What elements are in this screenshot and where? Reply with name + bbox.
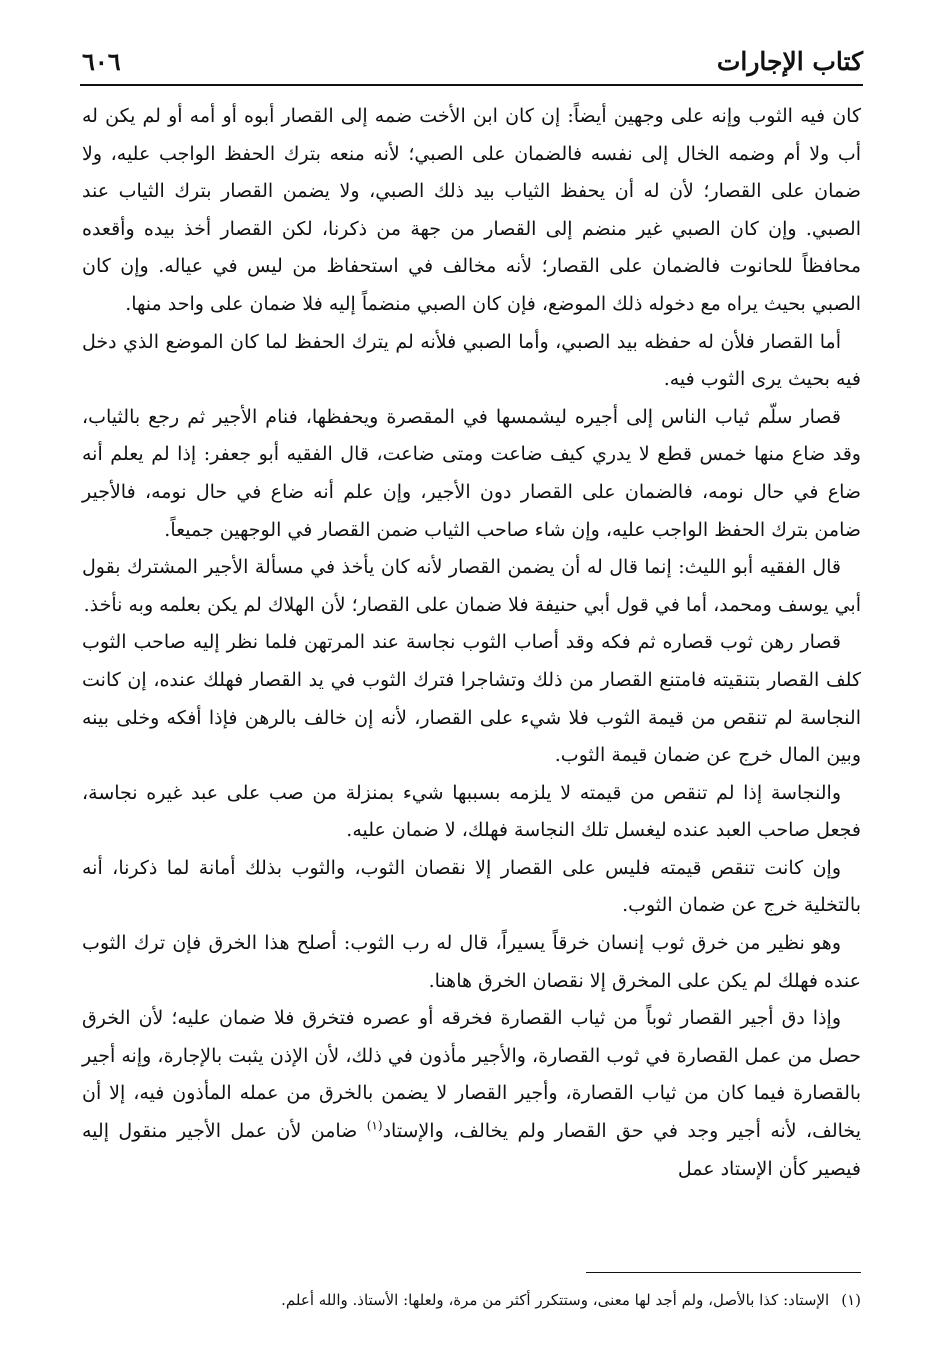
paragraph: أما القصار فلأن له حفظه بيد الصبي، وأما الصبي فلأنه لم يترك الحفظ لما كان الموضع الذي دخل فيه بحيث يرى الثوب فيه. xyxy=(82,330,861,391)
paragraph xyxy=(82,1000,861,1188)
paragraph-text: ضامن لأن عمل الأجير منقول إليه فيصير كأن الإستاد عمل xyxy=(82,1120,861,1180)
footnote-number: (١) xyxy=(841,1291,861,1309)
paragraph-text: وإذا دق أجير القصار ثوباً من ثياب القصارة فخرقه أو عصره فتخرق فلا ضمان عليه؛ لأن الخرق حصل من عمل القصارة في ثوب القصارة، والأجير مأذون في ذلك، لأن الإذن يثبت بالإجارة، وإنه أجير بالقصارة فيما كان من ثياب القصارة، وأجير القصار لا يضمن بالخرق من عمله المأذون فيه، إلا أن يخالف، لأنه أجير وجد في حق القصار ولم يخالف، والإستاد xyxy=(82,1007,861,1143)
paragraph: قصار رهن ثوب قصاره ثم فكه وقد أصاب الثوب نجاسة عند المرتهن فلما نظر إليه صاحب الثوب كلف القصار بتنقيته فامتنع القصار من ذلك وتشاجرا فترك الثوب في يد القصار فهلك عنده، إن كانت النجاسة لم تنقص من قيمة الثوب فلا شيء على القصار، لأنه إن خالف بالرهن فإذا أفكه وخلى بينه وبين المال خرج عن ضمان قيمة الثوب. xyxy=(82,631,861,767)
main-text xyxy=(82,98,861,1258)
footnote-reference: (١) xyxy=(366,1118,383,1133)
footnote-text: الإستاد: كذا بالأصل، ولم أجد لها معنى، وستتكرر أكثر من مرة، ولعلها: الأستاذ. والله أعلم. xyxy=(281,1291,830,1309)
paragraph: وإن كانت تنقص قيمته فليس على القصار إلا نقصان الثوب، والثوب بذلك أمانة لما ذكرنا، أنه بالتخلية خرج عن ضمان الثوب. xyxy=(82,856,861,917)
running-title: كتاب الإجارات xyxy=(716,47,863,76)
paragraph: وهو نظير من خرق ثوب إنسان خرقاً يسيراً، قال له رب الثوب: أصلح هذا الخرق فإن ترك الثوب عنده فهلك لم يكن على المخرق إلا نقصان الخرق هاهنا. xyxy=(82,932,861,992)
footnote-divider xyxy=(586,1272,861,1273)
footnote xyxy=(82,1290,861,1311)
paragraph: قصار سلّم ثياب الناس إلى أجيره ليشمسها في المقصرة ويحفظها، فنام الأجير ثم رجع بالثياب، وقد ضاع منها خمس قطع لا يدري كيف ضاعت ومتى ضاعت، قال الفقيه أبو جعفر: إذا لم يعلم أنه ضاع في حال نومه، فالضمان على القصار دون الأجير، وإن علم أنه ضاع في حال نومه، فالأجير ضامن بترك الحفظ الواجب عليه، وإن شاء صاحب الثياب ضمن القصار في الوجهين جميعاً. xyxy=(82,405,861,541)
page-header xyxy=(80,40,863,86)
paragraph: والنجاسة إذا لم تنقص من قيمته لا يلزمه بسببها شيء بمنزلة من صب على عبد غيره نجاسة، فجعل صاحب العبد عنده ليغسل تلك النجاسة فهلك، لا ضمان عليه. xyxy=(82,781,861,842)
page-number: ٦٠٦ xyxy=(82,47,121,76)
paragraph: قال الفقيه أبو الليث: إنما قال له أن يضمن القصار لأنه كان يأخذ في مسألة الأجير المشترك بقول أبي يوسف ومحمد، أما في قول أبي حنيفة فلا ضمان على القصار؛ لأن الهلاك لم يكن بعلمه وبه نأخذ. xyxy=(82,556,861,616)
paragraph: كان فيه الثوب وإنه على وجهين أيضاً: إن كان ابن الأخت ضمه إلى القصار أبوه أو أمه أو لم يكن له أب ولا أم وضمه الخال إلى نفسه فالضمان على الصبي؛ لأنه منعه بترك الحفظ الواجب عليه، ولا ضمان على القصار؛ لأن له أن يحفظ الثياب بيد ذلك الصبي، ولا يضمن القصار بترك الثياب عند الصبي. وإن كان الصبي غير منضم إلى القصار من جهة من ذكرنا، لكن القصار أخذ بيده وأقعده محافظاً للحانوت فالضمان على القصار؛ لأنه مخالف في استحفاظ من ليس في عياله. وإن كان الصبي بحيث يراه مع دخوله ذلك الموضع، فإن كان الصبي منضماً إليه فلا ضمان على واحد منها. xyxy=(82,105,861,315)
